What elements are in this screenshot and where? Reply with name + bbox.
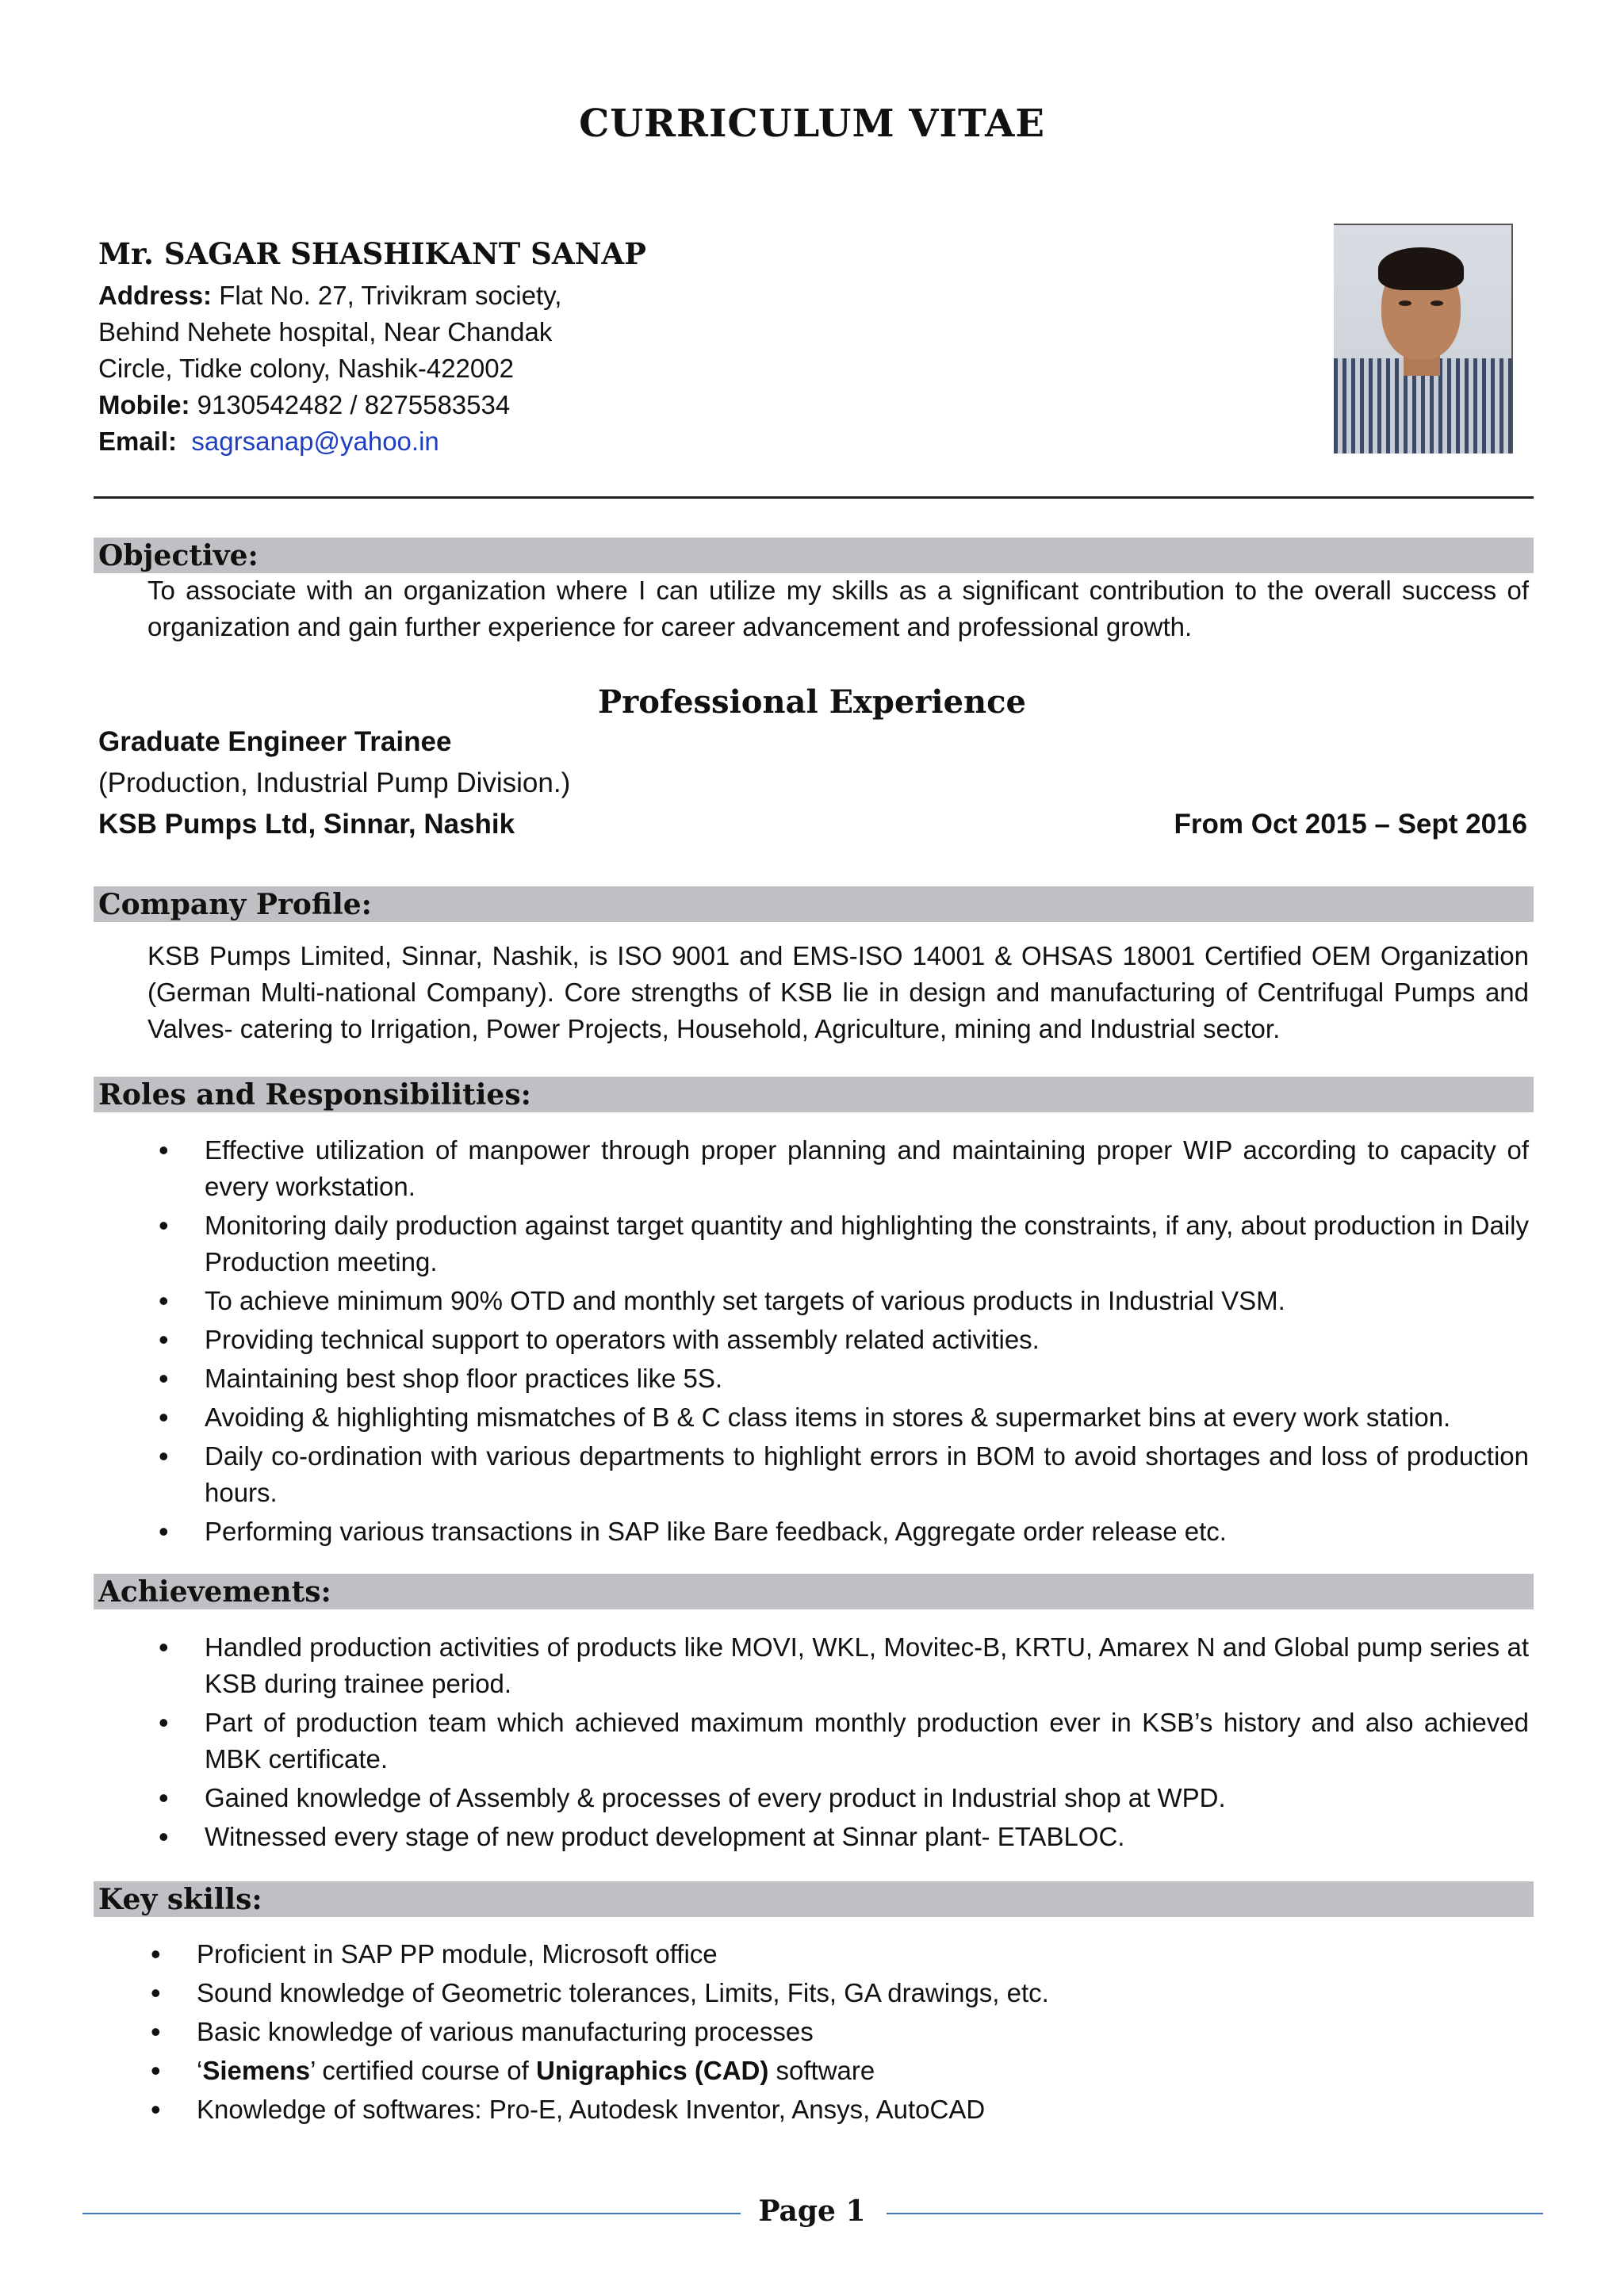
achievements-heading-bar (94, 1574, 1534, 1609)
address-line-3: Circle, Tidke colony, Nashik-422002 (98, 354, 514, 383)
list-item: • Gained knowledge of Assembly & processes of every product in Industrial shop at WPD. (205, 1780, 1529, 1816)
contact-block (98, 277, 561, 460)
job-division: (Production, Industrial Pump Division.) (98, 767, 571, 798)
skills-heading: Key skills: (98, 1883, 262, 1916)
profile-photo (1334, 224, 1513, 453)
list-item: • ‘Siemens’ certified course of Unigraphics (CAD) software (197, 2053, 1529, 2089)
list-item: • Providing technical support to operators with assembly related activities. (205, 1322, 1529, 1358)
list-item: • Performing various transactions in SAP like Bare feedback, Aggregate order release etc. (205, 1513, 1529, 1550)
objective-heading: Objective: (98, 539, 259, 572)
list-item: • Proficient in SAP PP module, Microsoft office (197, 1936, 1529, 1973)
list-item: • Monitoring daily production against target quantity and highlighting the constraints, if any, about production in Daily Production meeting. (205, 1207, 1529, 1280)
objective-text: To associate with an organization where I can utilize my skills as a significant contribution to the overall success of organization and gain further experience for career advancement and professional growth. (147, 576, 1529, 641)
email-label: Email: (98, 427, 178, 456)
list-item: • Maintaining best shop floor practices like 5S. (205, 1360, 1529, 1397)
email-link[interactable]: sagrsanap@yahoo.in (191, 427, 439, 456)
achievements-list (205, 1629, 1529, 1858)
experience-heading: Professional Experience (598, 683, 1026, 721)
list-item: • Avoiding & highlighting mismatches of B & C class items in stores & supermarket bins at every work station. (205, 1399, 1529, 1436)
company-profile-heading: Company Profile: (98, 888, 372, 921)
roles-heading: Roles and Responsibilities: (98, 1078, 531, 1112)
objective-heading-bar (94, 538, 1534, 573)
skills-list (197, 1936, 1529, 2130)
roles-list (205, 1132, 1529, 1552)
list-item: • Handled production activities of products like MOVI, WKL, Movitec-B, KRTU, Amarex N and Global pump series at KSB during trainee period. (205, 1629, 1529, 1702)
address-label: Address: (98, 281, 213, 310)
mobile-number: 9130542482 / 8275583534 (197, 390, 511, 419)
list-item: • To achieve minimum 90% OTD and monthly set targets of various products in Industrial VSM. (205, 1283, 1529, 1319)
roles-heading-bar (94, 1077, 1534, 1112)
achievements-heading: Achievements: (98, 1575, 331, 1609)
job-role: Graduate Engineer Trainee (98, 726, 452, 757)
siemens-text: Siemens (202, 2056, 311, 2085)
mobile-label: Mobile: (98, 390, 190, 419)
company-profile-text: KSB Pumps Limited, Sinnar, Nashik, is ISO 9001 and EMS-ISO 14001 & OHSAS 18001 Certified OEM Organization (German Multi-national Company). Core strengths of KSB lie in design and manufacturing of Centrifugal Pumps and Valves- catering to Irrigation, Power Projects, Household, Agriculture, mining and Industrial sector. (147, 941, 1529, 1043)
list-item: • Witnessed every stage of new product development at Sinnar plant- ETABLOC. (205, 1819, 1529, 1855)
address-line-2: Behind Nehete hospital, Near Chandak (98, 317, 553, 346)
list-item: • Knowledge of softwares: Pro-E, Autodesk Inventor, Ansys, AutoCAD (197, 2091, 1529, 2128)
list-item: • Sound knowledge of Geometric tolerances, Limits, Fits, GA drawings, etc. (197, 1975, 1529, 2011)
unigraphics-text: Unigraphics (CAD) (536, 2056, 769, 2085)
address-line-1: Address: Flat No. 27, Trivikram society, (98, 281, 562, 310)
list-item: • Basic knowledge of various manufacturing processes (197, 2014, 1529, 2050)
page-number: Page 1 (758, 2195, 866, 2228)
company-profile-heading-bar (94, 886, 1534, 922)
job-period: From Oct 2015 – Sept 2016 (1174, 809, 1527, 840)
list-item: • Part of production team which achieved maximum monthly production ever in KSB’s history and also achieved MBK certificate. (205, 1705, 1529, 1777)
company-name: KSB Pumps Ltd, Sinnar, Nashik (98, 809, 515, 840)
list-item: • Effective utilization of manpower through proper planning and maintaining proper WIP according to capacity of every workstation. (205, 1132, 1529, 1205)
header-divider (94, 496, 1534, 499)
document-title: CURRICULUM VITAE (579, 101, 1045, 146)
list-item: • Daily co-ordination with various departments to highlight errors in BOM to avoid shortages and loss of production hours. (205, 1438, 1529, 1511)
mobile-line (98, 387, 561, 423)
candidate-name: Mr. SAGAR SHASHIKANT SANAP (98, 236, 646, 271)
email-line (98, 423, 561, 460)
skills-heading-bar (94, 1881, 1534, 1917)
